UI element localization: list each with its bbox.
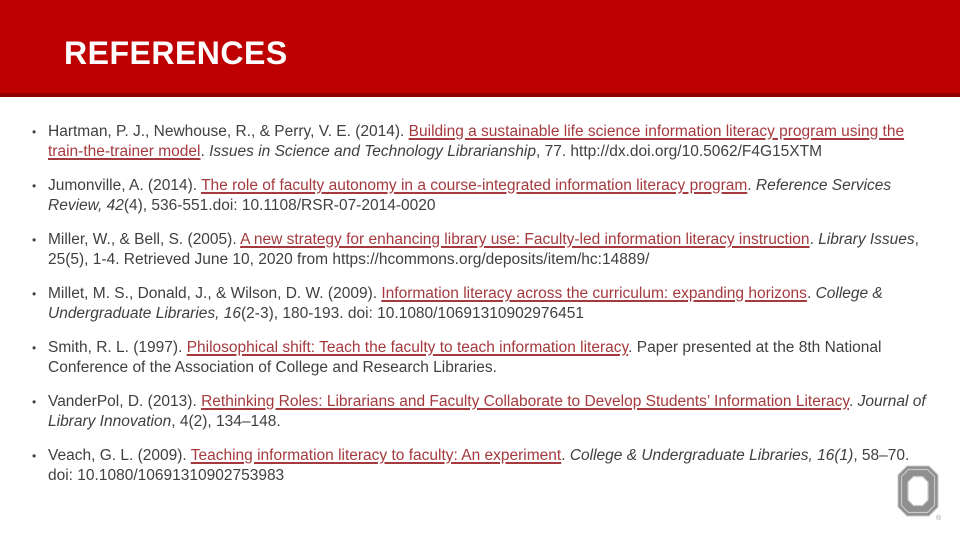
reference-link[interactable]: The role of faculty autonomy in a course-integrated information literacy program — [201, 177, 748, 194]
reference-text: Miller, W., & Bell, S. (2005). — [48, 231, 241, 248]
reference-text: Hartman, P. J., Newhouse, R., & Perry, V. E. (2014). — [48, 123, 409, 140]
reference-link[interactable]: Rethinking Roles: Librarians and Faculty Collaborate to Develop Students’ Information Literacy — [201, 393, 849, 410]
bullet-icon: • — [32, 125, 37, 139]
reference-text: Smith, R. L. (1997). — [48, 339, 187, 356]
reference-link[interactable]: Information literacy across the curriculum: expanding horizons — [381, 285, 807, 302]
reference-text: . — [809, 231, 819, 248]
reference-item — [32, 392, 932, 432]
reference-text: Library Issues — [818, 231, 915, 248]
bullet-icon: • — [32, 233, 37, 247]
reference-text: , 58–70. doi: 10.1080/10691310902753983 — [48, 447, 910, 484]
slide-header — [0, 0, 960, 97]
references-list — [32, 122, 932, 500]
reference-link[interactable]: Philosophical shift: Teach the faculty to teach information literacy — [186, 339, 629, 356]
reference-text: . — [848, 393, 858, 410]
bullet-icon: • — [32, 179, 37, 193]
reference-text: Journal of Library Innovation — [48, 393, 926, 430]
reference-item — [32, 446, 932, 486]
reference-link[interactable]: Teaching information literacy to faculty: An experiment — [190, 447, 562, 464]
block-o-logo — [897, 465, 941, 521]
reference-link[interactable]: A new strategy for enhancing library use: Faculty-led information literacy instruction — [240, 231, 810, 248]
bullet-icon: • — [32, 449, 37, 463]
bullet-icon: • — [32, 287, 37, 301]
reference-text: Millet, M. S., Donald, J., & Wilson, D. W. (2009). — [48, 285, 382, 302]
reference-text: . — [806, 285, 816, 302]
reference-text: . — [561, 447, 570, 464]
reference-text: , 25(5), 1-4. Retrieved June 10, 2020 from https://hcommons.org/deposits/item/hc:14889/ — [48, 231, 919, 268]
reference-text: Issues in Science and Technology Librarianship — [209, 143, 536, 160]
reference-text: , 4(2), 134–148. — [171, 413, 281, 430]
reference-item — [32, 230, 932, 270]
reference-item — [32, 284, 932, 324]
reference-text: . Paper presented at the 8th National Conference of the Association of College and Research Libraries. — [48, 339, 882, 376]
reference-text: Veach, G. L. (2009). — [48, 447, 191, 464]
bullet-icon: • — [32, 395, 37, 409]
reference-text: , 77. http://dx.doi.org/10.5062/F4G15XTM — [535, 143, 823, 160]
reference-text: College & Undergraduate Libraries, 16(1) — [569, 447, 854, 464]
reference-text: Jumonville, A. (2014). — [48, 177, 202, 194]
reference-text: (4), 536-551.doi: 10.1108/RSR-07-2014-0020 — [123, 197, 436, 214]
reference-text: (2-3), 180-193. doi: 10.1080/10691310902976451 — [241, 305, 585, 322]
registered-mark: ® — [936, 515, 941, 521]
bullet-icon: • — [32, 341, 37, 355]
block-o-hole — [908, 477, 928, 506]
reference-text: College & Undergraduate Libraries, 16 — [48, 285, 883, 322]
reference-text: . — [747, 177, 756, 194]
reference-item — [32, 176, 932, 216]
page-title: REFERENCES — [64, 35, 288, 71]
reference-text: . — [200, 143, 210, 160]
reference-item — [32, 338, 932, 378]
reference-text: Reference Services Review, 42 — [48, 177, 892, 214]
reference-text: VanderPol, D. (2013). — [48, 393, 202, 410]
reference-link[interactable]: Building a sustainable life science information literacy program using the train-the-trainer model — [48, 123, 905, 160]
reference-item — [32, 122, 932, 162]
